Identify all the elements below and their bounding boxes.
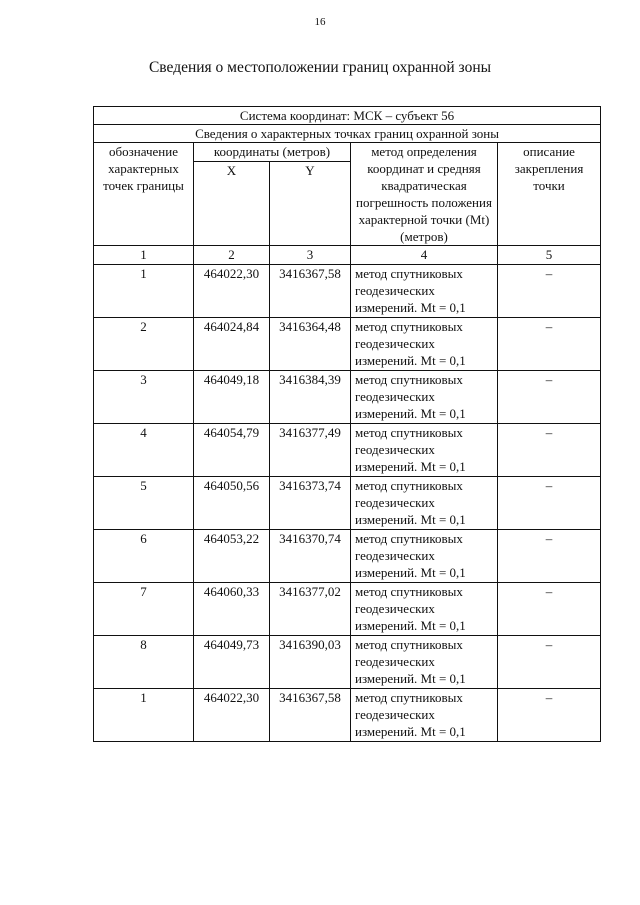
column-header-description: описание закрепления точки [498,143,601,246]
method-cell: метод спутниковых геодезических измерений. Mt = 0,1 [351,689,498,742]
point-designation-cell: 4 [94,424,194,477]
method-cell: метод спутниковых геодезических измерений. Mt = 0,1 [351,530,498,583]
y-coordinate-cell: 3416364,48 [270,318,351,371]
y-coordinate-cell: 3416384,39 [270,371,351,424]
description-cell: – [498,636,601,689]
point-designation-cell: 8 [94,636,194,689]
point-designation-cell: 7 [94,583,194,636]
table-row [94,583,601,636]
x-coordinate-cell: 464024,84 [194,318,270,371]
column-number: 4 [351,246,498,265]
column-number: 1 [94,246,194,265]
column-number: 2 [194,246,270,265]
x-coordinate-cell: 464049,73 [194,636,270,689]
x-coordinate-cell: 464054,79 [194,424,270,477]
column-header-y: Y [270,161,351,245]
description-cell: – [498,371,601,424]
table-row [94,477,601,530]
method-cell: метод спутниковых геодезических измерений. Mt = 0,1 [351,371,498,424]
x-coordinate-cell: 464049,18 [194,371,270,424]
table-body [94,265,601,742]
point-designation-cell: 5 [94,477,194,530]
column-number: 5 [498,246,601,265]
table-row [94,636,601,689]
method-cell: метод спутниковых геодезических измерений. Mt = 0,1 [351,424,498,477]
method-cell: метод спутниковых геодезических измерений. Mt = 0,1 [351,318,498,371]
page-number: 16 [314,16,326,28]
method-cell: метод спутниковых геодезических измерений. Mt = 0,1 [351,583,498,636]
x-coordinate-cell: 464022,30 [194,265,270,318]
column-header-method: метод определения координат и средняя квадратическая погрешность положения характерной точки (Mt) (метров) [351,143,498,246]
table-row [94,424,601,477]
document-title: Сведения о местоположении границ охранной зоны [148,59,492,76]
y-coordinate-cell: 3416367,58 [270,265,351,318]
table-row [94,265,601,318]
table-row [94,318,601,371]
method-cell: метод спутниковых геодезических измерений. Mt = 0,1 [351,265,498,318]
description-cell: – [498,265,601,318]
y-coordinate-cell: 3416373,74 [270,477,351,530]
method-cell: метод спутниковых геодезических измерений. Mt = 0,1 [351,477,498,530]
description-cell: – [498,583,601,636]
column-header-x: X [194,161,270,245]
column-header-designation: обозначение характерных точек границы [94,143,194,246]
boundary-points-table [93,106,601,742]
description-cell: – [498,318,601,371]
x-coordinate-cell: 464060,33 [194,583,270,636]
section-header: Сведения о характерных точках границ охранной зоны [94,125,601,143]
point-designation-cell: 1 [94,689,194,742]
table-row [94,689,601,742]
y-coordinate-cell: 3416390,03 [270,636,351,689]
method-cell: метод спутниковых геодезических измерений. Mt = 0,1 [351,636,498,689]
table-row [94,371,601,424]
table-row [94,530,601,583]
x-coordinate-cell: 464053,22 [194,530,270,583]
y-coordinate-cell: 3416370,74 [270,530,351,583]
y-coordinate-cell: 3416377,49 [270,424,351,477]
point-designation-cell: 6 [94,530,194,583]
point-designation-cell: 1 [94,265,194,318]
description-cell: – [498,689,601,742]
column-number: 3 [270,246,351,265]
point-designation-cell: 3 [94,371,194,424]
column-header-coordinates: координаты (метров) [194,143,351,162]
point-designation-cell: 2 [94,318,194,371]
coordinate-system-header: Система координат: МСК – субъект 56 [94,107,601,125]
x-coordinate-cell: 464022,30 [194,689,270,742]
y-coordinate-cell: 3416367,58 [270,689,351,742]
y-coordinate-cell: 3416377,02 [270,583,351,636]
x-coordinate-cell: 464050,56 [194,477,270,530]
description-cell: – [498,477,601,530]
description-cell: – [498,530,601,583]
description-cell: – [498,424,601,477]
